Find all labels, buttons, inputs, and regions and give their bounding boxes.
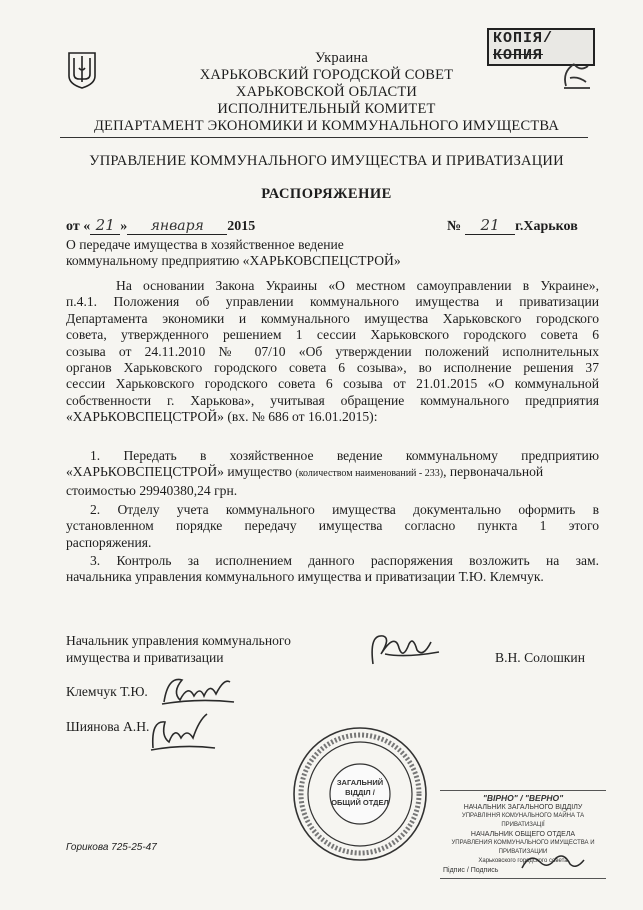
round-seal-stamp xyxy=(290,724,430,864)
header-country: Украина xyxy=(314,50,369,66)
item-1-line2-a: «ХАРЬКОВСПЕЦСТРОЙ» имущество xyxy=(66,464,292,480)
verno-stamp-line2: НАЧАЛЬНИК ЗАГАЛЬНОГО ВІДДІЛУ xyxy=(463,804,583,811)
preamble-line: органов Харьковского городского совета 6 созыва», во исполнение решения 37 xyxy=(66,360,599,376)
preamble-line: совета, утвержденного решением 1 сессии Харьковского городского совета 6 xyxy=(66,327,599,343)
approval-shiyanova-signature-icon xyxy=(143,708,223,756)
verno-stamp-line1: "ВІРНО" / "ВЕРНО" xyxy=(482,793,564,803)
item-1-line2-b: , первоначальной xyxy=(443,464,544,480)
preamble-line: «ХАРЬКОВСПЕЦСТРОЙ» (вх. № 686 от 16.01.2015): xyxy=(66,409,378,425)
preamble-line: сессии Харьковского городского совета 6 созыва от 21.01.2015 «О коммунальной xyxy=(66,376,599,392)
copy-stamp-line1: КОПІЯ/ xyxy=(493,30,554,47)
signature-position-line2: имущества и приватизации xyxy=(66,650,224,665)
round-stamp-line1: ЗАГАЛЬНИЙ xyxy=(336,778,384,787)
header-management: УПРАВЛЕНИЕ КОММУНАЛЬНОГО ИМУЩЕСТВА И ПРИВАТИЗАЦИИ xyxy=(89,153,564,169)
preamble-line: Департамента экономики и коммунального имущества Харьковского городского xyxy=(66,310,599,326)
round-stamp-line3: ОБЩИЙ ОТДЕЛ xyxy=(331,798,389,807)
item-3-line: начальника управления коммунального имущества и приватизации Т.Ю. Клемчук. xyxy=(66,569,544,585)
approval-klemchuk-signature-icon xyxy=(158,672,238,710)
copy-stamp-line2: КОПИЯ xyxy=(493,47,544,64)
item-3-line: 3. Контроль за исполнением данного распоряжения возложить на зам. xyxy=(90,553,599,568)
verno-stamp-line3: УПРАВЛІННЯ КОМУНАЛЬНОГО МАЙНА ТА ПРИВАТИЗАЦІЇ xyxy=(461,813,585,828)
verno-stamp-line4: НАЧАЛЬНИК ОБЩЕГО ОТДЕЛА xyxy=(470,831,576,838)
signature-position-line1: Начальник управления коммунального xyxy=(66,633,291,648)
verno-stamp-line6: Харьковского городского совета xyxy=(478,858,568,864)
header-divider xyxy=(60,137,588,138)
item-3 xyxy=(66,553,599,586)
document-type: РАСПОРЯЖЕНИЕ xyxy=(261,186,392,202)
item-2 xyxy=(66,502,599,551)
number-value: 21 xyxy=(465,216,515,235)
verno-stamp-line5: УПРАВЛЕНИЯ КОММУНАЛЬНОГО ИМУЩЕСТВА И ПРИВАТИЗАЦИИ xyxy=(451,840,595,855)
executor: Горикова 725-25-47 xyxy=(66,842,157,853)
item-1-line3: стоимостью 29940380,24 грн. xyxy=(66,482,238,498)
document-number xyxy=(447,216,597,236)
signature-position xyxy=(66,632,366,666)
verno-signature-icon xyxy=(518,848,588,876)
header-oblast: ХАРЬКОВСКОЙ ОБЛАСТИ xyxy=(235,84,418,100)
subject-line1: О передаче имущества в хозяйственное ведение xyxy=(66,237,344,252)
item-1-line1: 1. Передать в хозяйственное ведение коммунальному предприятию xyxy=(90,448,599,463)
header-committee: ИСПОЛНИТЕЛЬНЫЙ КОМИТЕТ xyxy=(217,101,436,117)
document-date xyxy=(66,216,296,236)
round-stamp-text xyxy=(330,778,390,808)
header-council: ХАРЬКОВСКИЙ ГОРОДСКОЙ СОВЕТ xyxy=(199,67,454,83)
item-1-line2-small: (количеством наименований - 233) xyxy=(295,468,444,480)
preamble-line: собственности г. Харькова», учитывая обращение коммунального предприятия xyxy=(66,392,599,408)
date-month: января xyxy=(127,218,227,235)
item-1-line2 xyxy=(66,464,599,482)
item-2-line: 2. Отделу учета коммунального имущества документально оформить в xyxy=(90,502,599,517)
round-stamp-line2: ВІДДІЛ / xyxy=(345,788,375,797)
number-prefix: № xyxy=(447,219,462,234)
preamble xyxy=(66,278,599,426)
preamble-line: созыва от 24.11.2010 № 07/10 «Об утверждении положений исполнительных xyxy=(66,343,599,359)
item-2-line: установленном порядке передачу имущества согласно пункта 1 этого xyxy=(66,518,599,534)
header-department: ДЕПАРТАМЕНТ ЭКОНОМИКИ И КОММУНАЛЬНОГО ИМУЩЕСТВА xyxy=(93,118,560,134)
document-subject xyxy=(66,237,486,270)
subject-line2: коммунальному предприятию «ХАРЬКОВСПЕЦСТРОЙ» xyxy=(66,253,401,269)
document-city: г.Харьков xyxy=(515,219,578,234)
approval-klemchuk: Клемчук Т.Ю. xyxy=(66,684,148,699)
approval-shiyanova: Шиянова А.Н. xyxy=(66,719,150,734)
preamble-line: п.4.1. Положения об управлении коммунального имущества и приватизации xyxy=(66,294,599,310)
signature-name: В.Н. Солошкин xyxy=(495,650,585,665)
item-2-line: распоряжения. xyxy=(66,534,152,550)
handwritten-signature-icon xyxy=(365,624,445,672)
date-year: 2015 xyxy=(227,219,256,234)
verno-stamp-line7: Підпис / Подпись xyxy=(443,867,499,874)
date-mid: » xyxy=(120,219,128,234)
item-1 xyxy=(66,448,599,499)
date-day: 21 xyxy=(90,216,120,235)
preamble-line: На основании Закона Украины «О местном самоуправлении в Украине», xyxy=(116,278,599,293)
date-prefix: от « xyxy=(66,219,91,234)
